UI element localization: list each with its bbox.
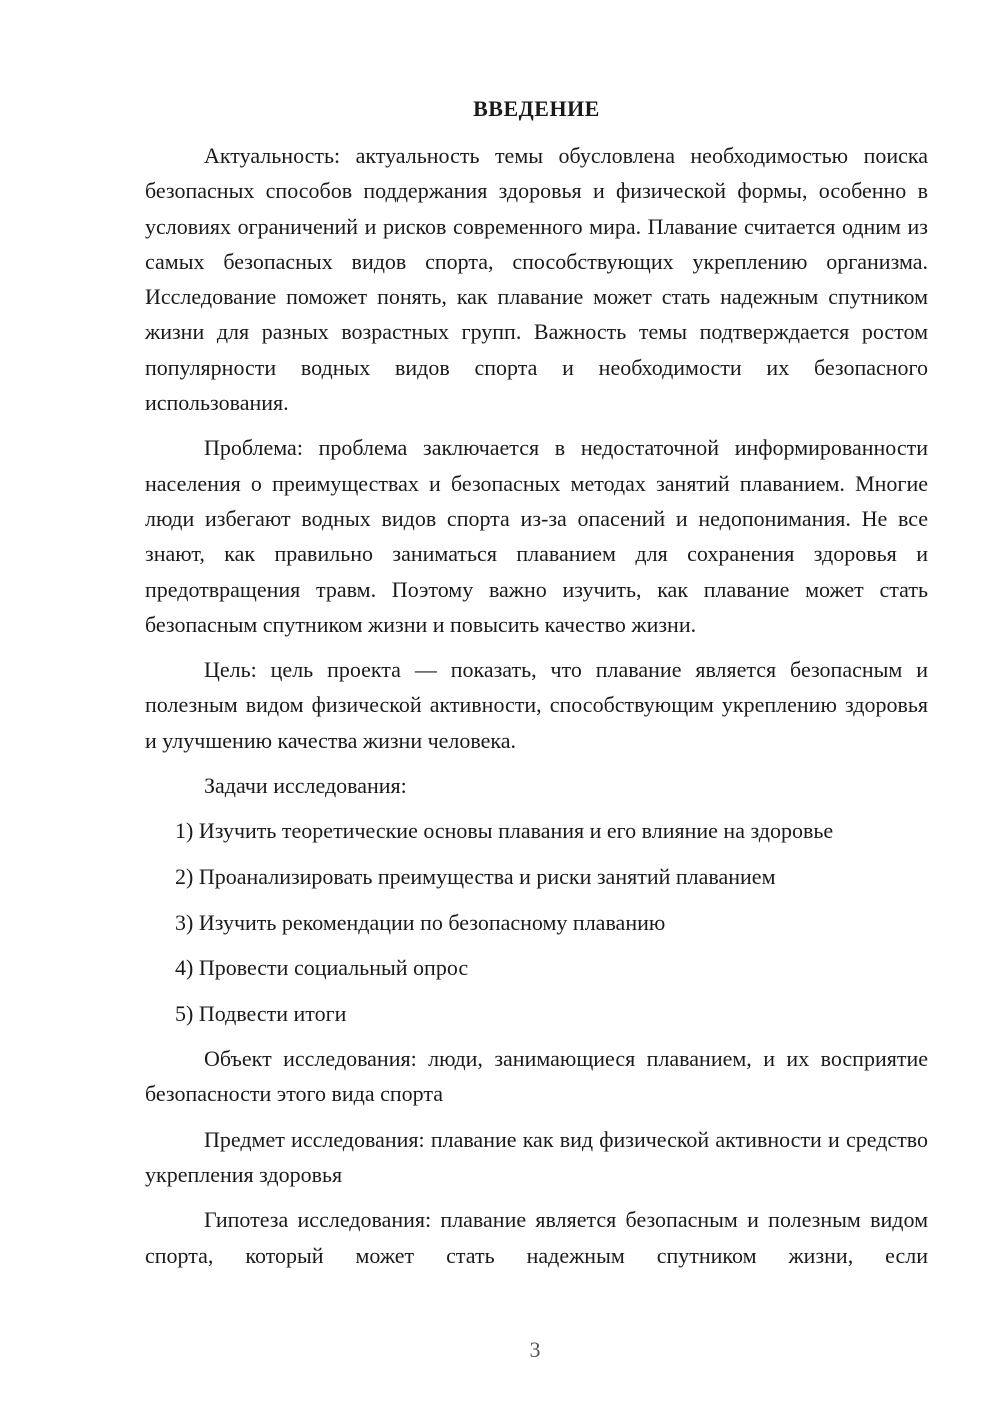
task-item-4: 4) Провести социальный опрос bbox=[175, 955, 469, 981]
hypothesis-paragraph: Гипотеза исследования: плавание является безопасным и полезным видом спорта, который может стать надежным спутником жизни, если bbox=[145, 1207, 928, 1268]
document-page bbox=[145, 92, 928, 1273]
task-item-3: 3) Изучить рекомендации по безопасному плаванию bbox=[175, 909, 666, 935]
task-item-1: 1) Изучить теоретические основы плавания и его влияние на здоровье bbox=[175, 818, 834, 844]
tasks-heading: Задачи исследования: bbox=[204, 773, 407, 799]
relevance-paragraph: Актуальность: актуальность темы обусловлена необходимостью поиска безопасных способов поддержания здоровья и физической формы, особенно в условиях ограничений и рисков современного мира. Плавание считается одним из самых безопасных видов спорта, способствующих укреплению организма. Исследование поможет понять, как плавание может стать надежным спутником жизни для разных возрастных групп. Важность темы подтверждается ростом популярности водных видов спорта и необходимости их безопасного использования. bbox=[145, 143, 928, 416]
page-title: ВВЕДЕНИЕ bbox=[473, 96, 600, 121]
page-number: 3 bbox=[529, 1337, 541, 1362]
task-item-5: 5) Подвести итоги bbox=[175, 1000, 347, 1026]
task-item-2: 2) Проанализировать преимущества и риски занятий плаванием bbox=[175, 863, 776, 889]
goal-paragraph: Цель: цель проекта — показать, что плавание является безопасным и полезным видом физической активности, способствующим укреплению здоровья и улучшению качества жизни человека. bbox=[145, 657, 928, 753]
object-paragraph: Объект исследования: люди, занимающиеся плаванием, и их восприятие безопасности этого вида спорта bbox=[145, 1046, 928, 1107]
problem-paragraph: Проблема: проблема заключается в недостаточной информированности населения о преимуществах и безопасных методах занятий плаванием. Многие люди избегают водных видов спорта из-за опасений и недопонимания. Не все знают, как правильно заниматься плаванием для сохранения здоровья и предотвращения травм. Поэтому важно изучить, как плавание может стать безопасным спутником жизни и повысить качество жизни. bbox=[145, 435, 928, 637]
subject-paragraph: Предмет исследования: плавание как вид физической активности и средство укрепления здоровья bbox=[145, 1126, 928, 1187]
